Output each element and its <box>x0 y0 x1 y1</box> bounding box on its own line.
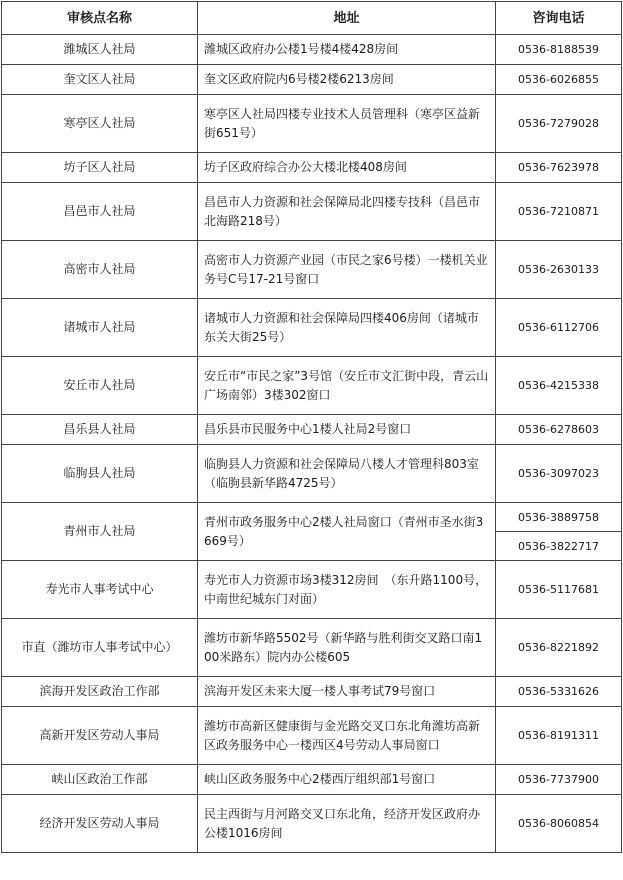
review-point-address: 坊子区政府综合办公大楼北楼408房间 <box>198 153 496 183</box>
review-point-phone: 0536-8060854 <box>496 795 622 853</box>
review-point-address: 寒亭区人社局四楼专业技术人员管理科（寒亭区益新街651号） <box>198 95 496 153</box>
table-row <box>2 95 622 153</box>
review-point-name: 潍城区人社局 <box>2 35 198 65</box>
review-point-address: 滨海开发区未来大厦一楼人事考试79号窗口 <box>198 677 496 707</box>
table-row <box>2 415 622 445</box>
table-row <box>2 299 622 357</box>
review-point-name: 高密市人社局 <box>2 241 198 299</box>
table-row <box>2 35 622 65</box>
table-row <box>2 445 622 503</box>
header-address: 地址 <box>198 2 496 35</box>
review-point-phone: 0536-5331626 <box>496 677 622 707</box>
review-point-address: 青州市政务服务中心2楼人社局窗口（青州市圣水街3669号） <box>198 503 496 561</box>
table-row <box>2 357 622 415</box>
review-point-address: 潍坊市新华路5502号（新华路与胜利街交叉路口南100米路东）院内办公楼605 <box>198 619 496 677</box>
review-point-phone: 0536-6026855 <box>496 65 622 95</box>
review-point-address: 峡山区政务服务中心2楼西厅组织部1号窗口 <box>198 765 496 795</box>
table-row <box>2 795 622 853</box>
header-name: 审核点名称 <box>2 2 198 35</box>
review-point-name: 寒亭区人社局 <box>2 95 198 153</box>
review-point-address: 高密市人力资源产业园（市民之家6号楼）一楼机关业务号C号17-21号窗口 <box>198 241 496 299</box>
review-point-address: 寿光市人力资源市场3楼312房间 （东升路1100号，中南世纪城东门对面） <box>198 561 496 619</box>
review-point-name: 临朐县人社局 <box>2 445 198 503</box>
review-point-address: 昌邑市人力资源和社会保障局北四楼专技科（昌邑市北海路218号） <box>198 183 496 241</box>
review-point-address: 潍城区政府办公楼1号楼4楼428房间 <box>198 35 496 65</box>
review-point-phone: 0536-6278603 <box>496 415 622 445</box>
review-point-name: 滨海开发区政治工作部 <box>2 677 198 707</box>
review-point-phone: 0536-7737900 <box>496 765 622 795</box>
review-point-name: 峡山区政治工作部 <box>2 765 198 795</box>
table-row <box>2 765 622 795</box>
review-point-address: 安丘市“市民之家”3号馆（安丘市文汇街中段，青云山广场南邻）3楼302窗口 <box>198 357 496 415</box>
table-row <box>2 707 622 765</box>
review-point-name: 市直（潍坊市人事考试中心） <box>2 619 198 677</box>
review-point-phone: 0536-7210871 <box>496 183 622 241</box>
review-point-address: 奎文区政府院内6号楼2楼6213房间 <box>198 65 496 95</box>
review-point-phone: 0536-5117681 <box>496 561 622 619</box>
review-point-phone: 0536-7279028 <box>496 95 622 153</box>
review-point-phone: 0536-8188539 <box>496 35 622 65</box>
review-point-phone: 0536-3822717 <box>496 532 622 561</box>
review-points-table <box>1 1 622 853</box>
review-point-phone: 0536-3097023 <box>496 445 622 503</box>
review-point-name: 昌邑市人社局 <box>2 183 198 241</box>
review-point-address: 民主西街与月河路交叉口东北角，经济开发区政府办公楼1016房间 <box>198 795 496 853</box>
table-row <box>2 561 622 619</box>
review-point-name: 青州市人社局 <box>2 503 198 561</box>
review-point-name: 昌乐县人社局 <box>2 415 198 445</box>
review-point-address: 潍坊市高新区健康街与金光路交叉口东北角潍坊高新区政务服务中心一楼西区4号劳动人事局窗口 <box>198 707 496 765</box>
table-row <box>2 503 622 532</box>
header-phone: 咨询电话 <box>496 2 622 35</box>
table-row <box>2 241 622 299</box>
review-point-name: 寿光市人事考试中心 <box>2 561 198 619</box>
review-point-phone: 0536-8221892 <box>496 619 622 677</box>
review-point-name: 诸城市人社局 <box>2 299 198 357</box>
review-point-phone: 0536-7623978 <box>496 153 622 183</box>
review-point-name: 奎文区人社局 <box>2 65 198 95</box>
review-point-phone: 0536-3889758 <box>496 503 622 532</box>
review-point-address: 临朐县人力资源和社会保障局八楼人才管理科803室（临朐县新华路4725号） <box>198 445 496 503</box>
review-point-phone: 0536-4215338 <box>496 357 622 415</box>
review-point-address: 昌乐县市民服务中心1楼人社局2号窗口 <box>198 415 496 445</box>
table-row <box>2 153 622 183</box>
table-row <box>2 183 622 241</box>
review-point-name: 高新开发区劳动人事局 <box>2 707 198 765</box>
table-header-row <box>2 2 622 35</box>
review-point-address: 诸城市人力资源和社会保障局四楼406房间（诸城市东关大街25号） <box>198 299 496 357</box>
table-row <box>2 619 622 677</box>
review-point-phone: 0536-8191311 <box>496 707 622 765</box>
review-point-name: 经济开发区劳动人事局 <box>2 795 198 853</box>
review-point-phone: 0536-6112706 <box>496 299 622 357</box>
review-point-name: 安丘市人社局 <box>2 357 198 415</box>
table-row <box>2 65 622 95</box>
review-point-name: 坊子区人社局 <box>2 153 198 183</box>
review-point-phone: 0536-2630133 <box>496 241 622 299</box>
table-row <box>2 677 622 707</box>
